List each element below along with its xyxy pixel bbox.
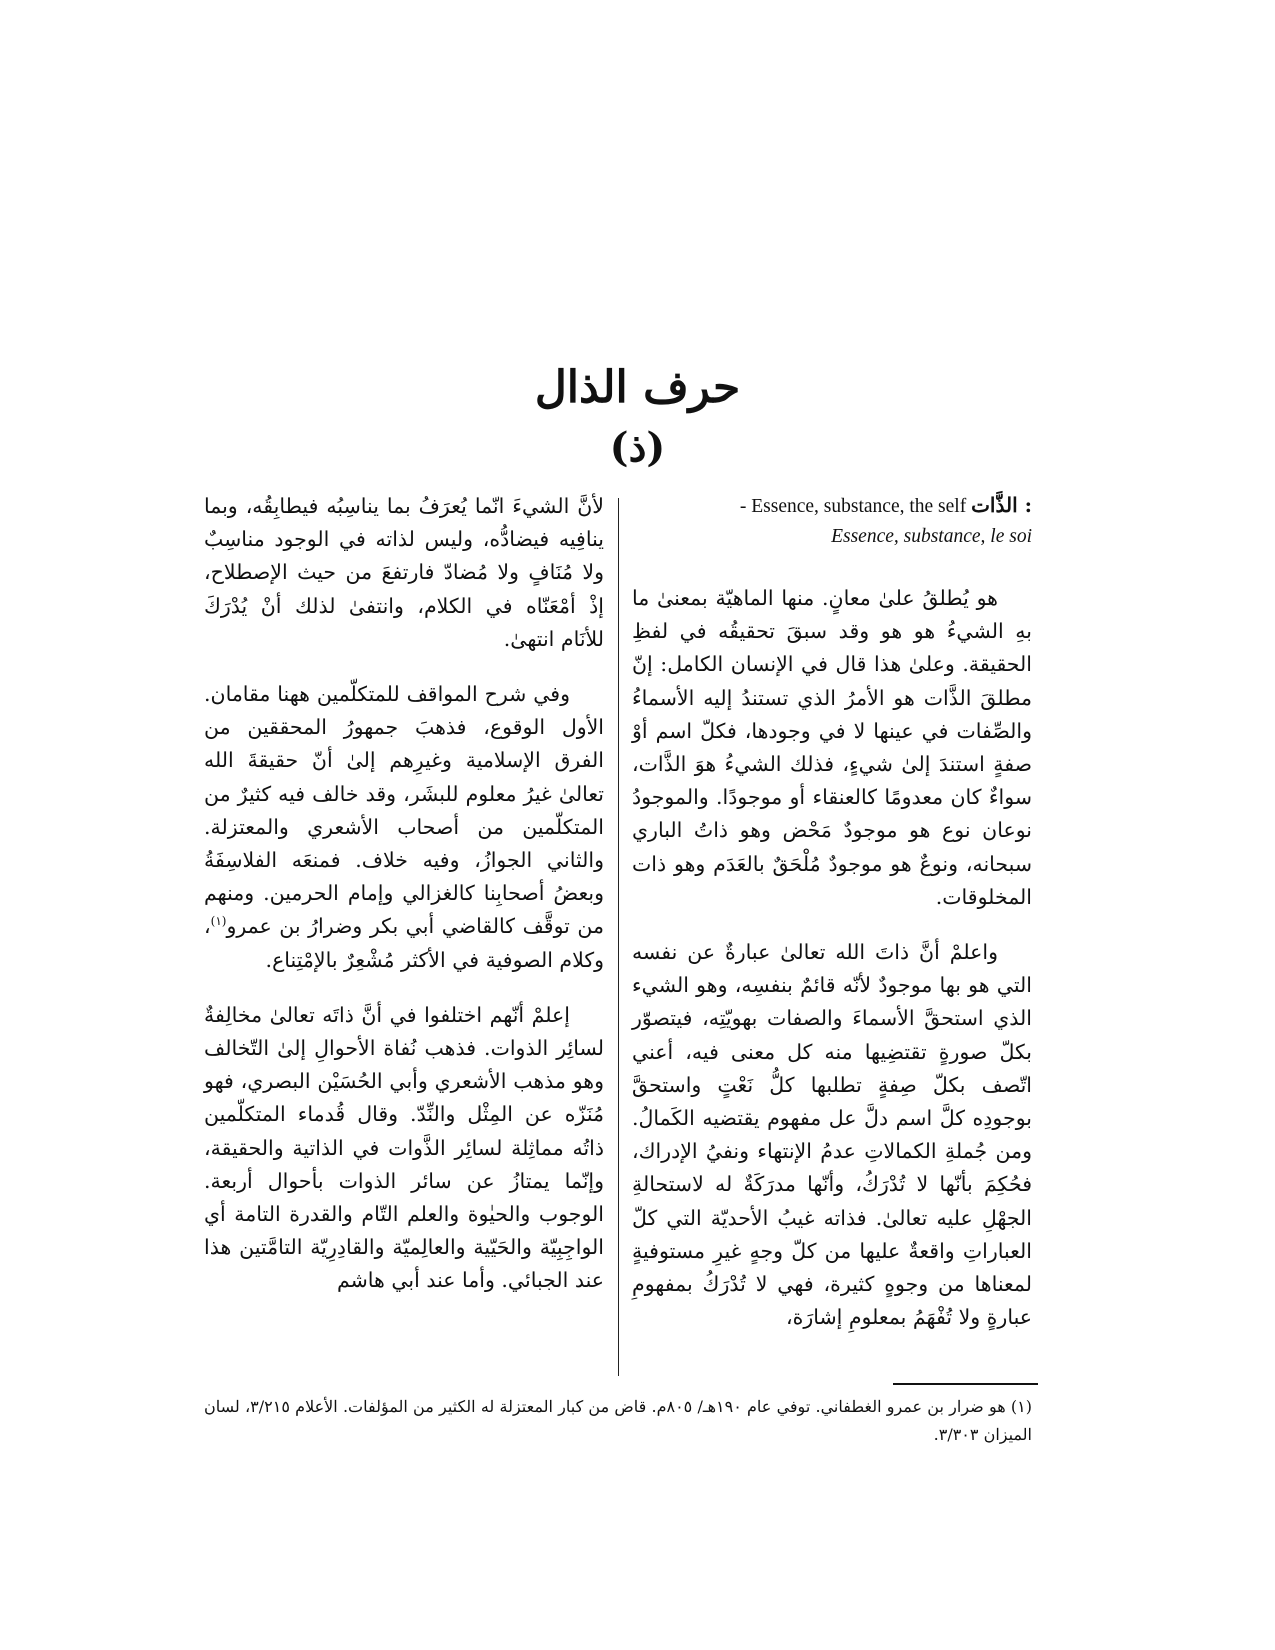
page-title: حرف الذال: [534, 362, 741, 413]
entry-french: Essence, substance, le soi: [831, 526, 1032, 547]
entry-term: الذَّات :: [971, 493, 1032, 517]
footnote: (١) هو ضرار بن عمرو الغطفاني. توفي عام ١٩٠هـ/ ٨٠٥م. قاض من كبار المعتزلة له الكثير من المؤلفات. الأعلام ٣/٢١٥، لسان الميزان ٣/٣٠٣.: [204, 1397, 1032, 1444]
footnote-divider: [893, 1383, 1038, 1385]
paragraph: هو يُطلقُ علىٰ معانٍ. منها الماهيّة بمعنىٰ ما بهِ الشيءُ هو هو وقد سبقَ تحقيقُه في لفظِ الحقيقة. وعلىٰ هذا قال في الإنسان الكامل: إنّ مطلقَ الذَّات هو الأمرُ الذي تستندُ إليه الأسماءُ والصِّفات في عينها لا في وجودها، فكلّ اسم أوْ صفةٍ استندَ إلىٰ شيءٍ، فذلك الشيءُ هوَ الذَّات، سواءٌ كان معدومًا كالعنقاء أو موجودًا. والموجودُ نوعان نوع هو موجودٌ مَحْض وهو ذاتُ الباري سبحانه، ونوعٌ هو موجودٌ مُلْحَقٌ بالعَدَم وهو ذات المخلوقات.: [632, 586, 1032, 909]
paragraph-text: ، وكلام الصوفية في الأكثر مُشْعِرٌ بالإمْتِناع.: [204, 914, 604, 972]
entry-english: - Essence, substance, the self: [739, 496, 967, 517]
entry-header: [632, 490, 1032, 522]
right-column: [632, 490, 1032, 1334]
paragraph: لأنَّ الشيءَ انّما يُعرَفُ بما يناسِبُه فيطابِقُه، وبما ينافِيه فيضادُّه، وليس لذاته في الوجود مناسِبٌ ولا مُنَافٍ ولا مُضادّ فارتفعَ من حيث الإصطلاح، إذْ أمْعَنّاه في الكلام، وانتفىٰ لذلك أنْ يُدْرَكَ للأنَام انتهىٰ.: [204, 494, 604, 651]
column-divider: [618, 498, 619, 1376]
footnote-reference: (١): [210, 914, 227, 929]
paragraph: إعلمْ أنّهم اختلفوا في أنَّ ذاتَه تعالىٰ مخالِفةٌ لسائِر الذوات. فذهب نُفاة الأحوالِ إلىٰ التّخالف وهو مذهب الأشعري وأبي الحُسَيْن البصري، فهو مُنَزّه عن المِثْل والنِّدّ. وقال قُدماء المتكلّمين ذاتُه مماثِلة لسائِر الذَّوات في الذاتية والحقيقة، وإنّما يمتازُ عن سائر الذوات بأحوال أربعة. الوجوب والحيٰوة والعلم التّام والقدرة التامة أي الواجِبِيّة والحَيّية والعالِميّة والقادِرِيّة التامَّتين هذا عند الجبائي. وأما عند أبي هاشم: [204, 1002, 604, 1293]
section-letter: (ذ): [609, 424, 666, 471]
paragraph: [204, 678, 604, 977]
paragraph-text: وفي شرح المواقف للمتكلّمين ههنا مقامان. الأول الوقوع، فذهبَ جمهورُ المحققين من الفرق الإسلامية وغيرِهم إلىٰ أنّ حقيقةَ الله تعالىٰ غيرُ معلوم للبشَر، وقد خالف فيه كثيرٌ من المتكلّمين من أصحاب الأشعري والمعتزلة. والثاني الجوازُ، وفيه خلاف. فمنعَه الفلاسِفَةُ وبعضُ أصحابِنا كالغزالي وإمام الحرمين. ومنهم من توقَّف كالقاضي أبي بكر وضرارُ بن عمرو: [204, 682, 604, 939]
paragraph: واعلمْ أنَّ ذاتَ الله تعالىٰ عبارةٌ عن نفسه التي هو بها موجودٌ لأنّه قائمٌ بنفسِه، وهو الشيء الذي استحقَّ الأسماءَ والصفات بهويّتِه، فيتصوّر بكلّ صورةٍ تقتضِيها منه كل معنى فيه، أعني اتّصف بكلّ صِفةٍ تطلبها كلُّ نَعْتٍ واستحقَّ بوجودِه كلَّ اسم دلَّ عل مفهوم يقتضيه الكَمالُ. ومن جُملةِ الكمالاتِ عدمُ الإنتهاء ونفيُ الإدراك، فحُكِمَ بأنّها لا تُدْرَكُ، وأنّها مدرَكَةٌ له لاستحالةِ الجهْلِ عليه تعالىٰ. فذاته غيبُ الأحديّة التي كلّ العباراتِ واقعةٌ عليها من كلّ وجهٍ غيرِ مستوفيةٍ لمعناها من وجوهٍ كثيرة، فهي لا تُدْرَكُ بمفهومِ عبارةٍ ولا تُفْهَمُ بمعلومِ إشارَة،: [632, 940, 1032, 1330]
left-column: [204, 490, 604, 1298]
